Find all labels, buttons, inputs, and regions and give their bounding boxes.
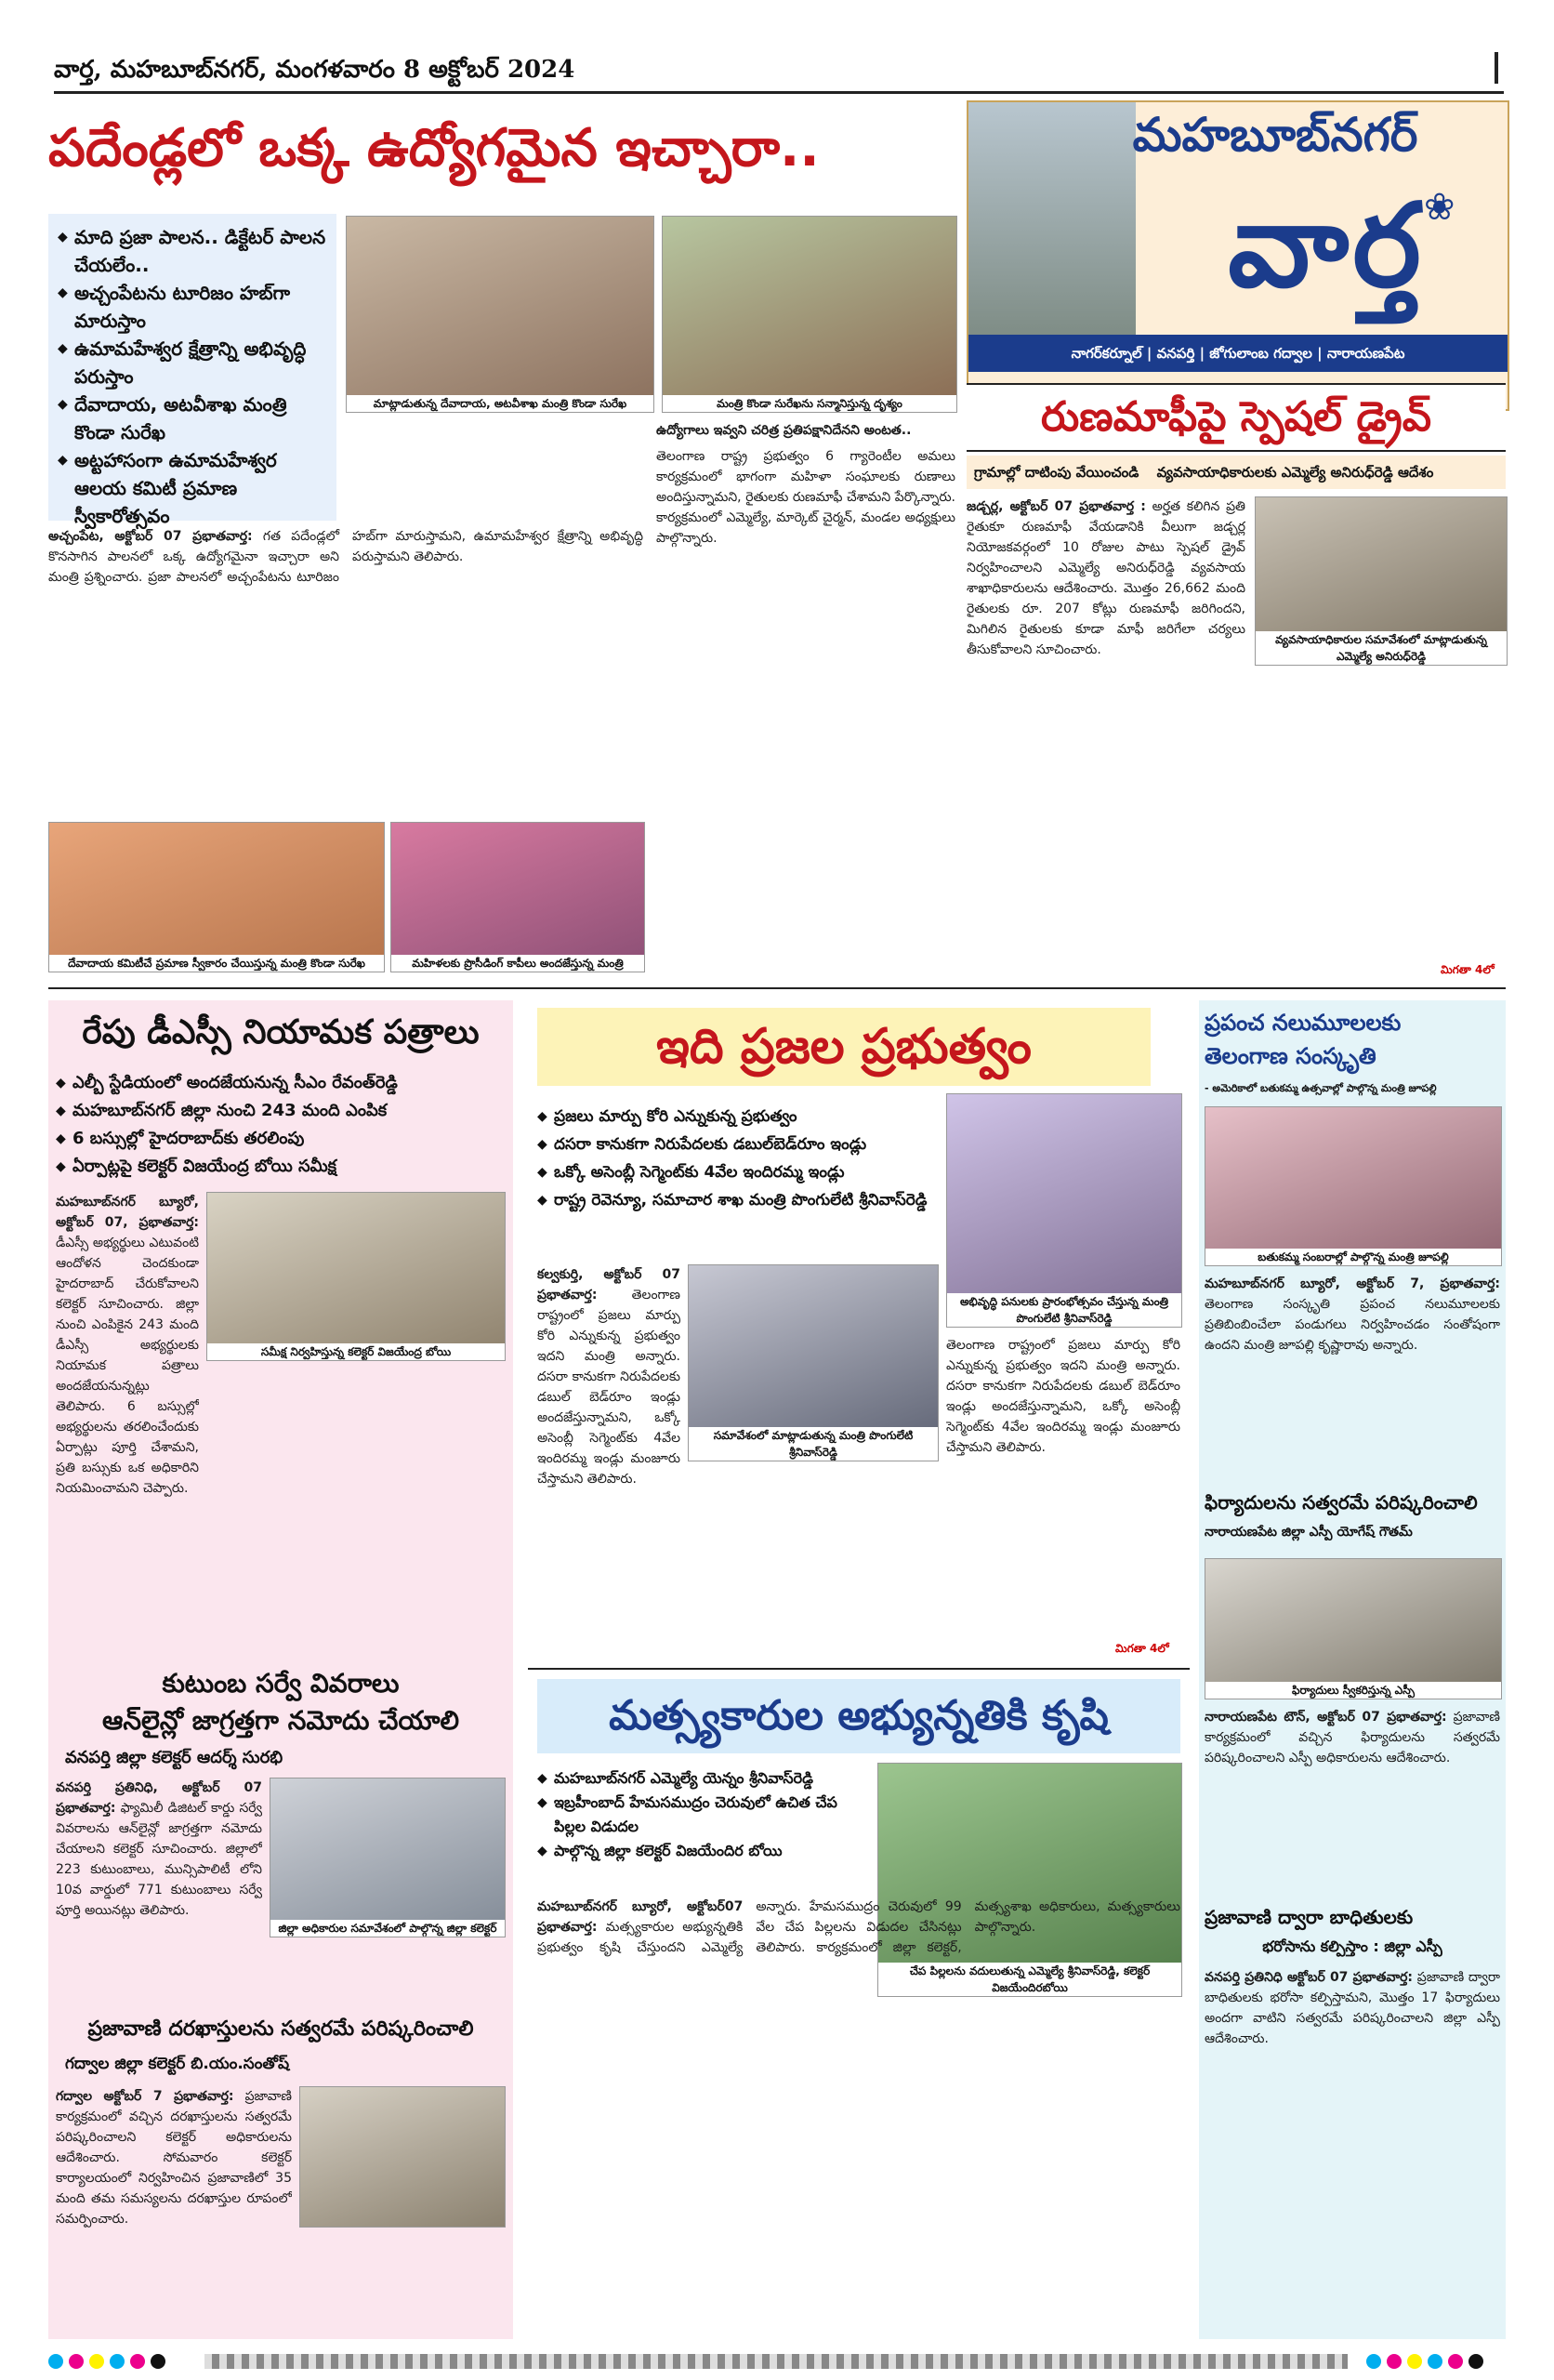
masthead-city: మహబూబ్‌నగర్: [1132, 108, 1418, 162]
prajavani-photo: [299, 2086, 506, 2228]
dsc-story: [56, 1192, 199, 1638]
registration-bar: [204, 2354, 1348, 2369]
lead-headline: పదేండ్లలో ఒక్క ఉద్యోగమైన ఇచ్చారా..: [48, 118, 820, 178]
photo-caption: ఫిర్యాదులు స్వీకరిస్తున్న ఎస్పీ: [1205, 1682, 1501, 1699]
govt-story: [537, 1264, 680, 1655]
dsc-bullet: ◆ ఏర్పాట్లపై కలెక్టర్ విజయేంద్ర బోయి సమీక్ష: [56, 1153, 506, 1181]
culture-headline-2: తెలంగాణ సంస్కృతి: [1205, 1043, 1376, 1069]
story-body: మత్స్యకారుల అభ్యున్నతికి ప్రభుత్వం కృషి చేస్తుందని ఎమ్మెల్యే అన్నారు. హేమసముద్రం చెరువులో 99 వేల చేప పిల్లలను విడుదల చేసినట్లు తెలిపారు. కార్యక్రమంలో జిల్లా కలెక్టర్, మత్స్యశాఖ అధికారులు, మత్స్యకారులు పాల్గొన్నారు.: [537, 1899, 1180, 1955]
fish-story: [537, 1897, 1180, 2334]
dateline: నారాయణపేట టౌన్, అక్టోబర్ 07 ప్రభాతవార్త:: [1205, 1710, 1447, 1725]
victims-sub: భరోసాను కల్పిస్తాం : జిల్లా ఎస్పీ: [1262, 1937, 1442, 1955]
story-body: ప్రజావాణి ద్వారా బాధితులకు భరోసా కల్పిస్తామని, మొత్తం 17 ఫిర్యాదులు అందగా వాటిని సత్వరమే పరిష్కరించాలని జిల్లా ఎస్పీ ఆదేశించారు.: [1205, 1970, 1500, 2046]
dateline: వనపర్తి ప్రతినిధి అక్టోబర్ 07 ప్రభాతవార్త:: [1205, 1970, 1414, 1985]
govt-bullet: ◆ రాష్ట్ర రెవెన్యూ, సమాచార శాఖ మంత్రి పొంగులేటి శ్రీనివాస్‌రెడ్డి: [537, 1186, 928, 1214]
grievances-headline: ఫిర్యాదులను సత్వరమే పరిష్కరించాలి: [1205, 1491, 1478, 1514]
survey-bullet: వనపర్తి జిల్లా కలెక్టర్ ఆదర్శ్ సురభి: [65, 1748, 283, 1767]
lead-bullet-box: [48, 214, 336, 527]
story-subhead: ఉద్యోగాలు ఇవ్వని చరిత్ర ప్రతిపక్షానిదేనని అంటత..: [656, 423, 912, 438]
dateline: గద్వాల అక్టోబర్ 7 ప్రభాతవార్త:: [56, 2089, 234, 2104]
photo-caption: మంత్రి కొండా సురేఖను సన్మానిస్తున్న దృశ్యం: [663, 395, 956, 412]
survey-story: [56, 1778, 262, 2010]
govt-story-2: [946, 1335, 1180, 1651]
story-body: ఫ్యామిలీ డిజిటల్ కార్డు సర్వే వివరాలను ఆన్‌లైన్లో జాగ్రత్తగా నమోదు చేయాలని కలెక్టర్ సూచించారు. జిల్లాలో 223 కుటుంబాలు, మున్సిపాలిటీ లోని 10వ వార్డులో 771 కుటుంబాలు సర్వే పూర్తి అయినట్లు తెలిపారు.: [56, 1801, 262, 1918]
photo-caption: సమావేశంలో మాట్లాడుతున్న మంత్రి పొంగులేటి శ్రీనివాస్‌రెడ్డి: [689, 1427, 938, 1461]
fish-bullets: [537, 1766, 868, 1863]
dateline: అచ్చంపేట, అక్టోబర్ 07 ప్రభాతవార్త:: [48, 529, 253, 544]
culture-headline-1: ప్రపంచ నలుమూలలకు: [1205, 1010, 1402, 1036]
dateline: మహబూబ్‌నగర్ బ్యూరో, అక్టోబర్ 7, ప్రభాతవార్త:: [1205, 1276, 1500, 1291]
dateline: మహబూబ్‌నగర్ బ్యూరో, అక్టోబర్07 ప్రభాతవార్త:: [537, 1899, 744, 1935]
photo-caption: అభివృద్ధి పనులకు ప్రారంభోత్సవం చేస్తున్న మంత్రి పొంగులేటి శ్రీనివాస్‌రెడ్డి: [947, 1293, 1181, 1327]
photo-caption: సమీక్ష నిర్వహిస్తున్న కలెక్టర్ విజయేంద్ర బోయి: [207, 1343, 505, 1360]
lead-photo-3: [48, 822, 385, 972]
masthead-brand: వార్త: [1228, 178, 1425, 313]
survey-headline-1: కుటుంబ సర్వే వివరాలు: [162, 1668, 400, 1699]
dateline: కల్వకుర్తి, అక్టోబర్ 07 ప్రభాతవార్త:: [537, 1267, 680, 1302]
photo-caption: మాట్లాడుతున్న దేవాదాయ, అటవీశాఖ మంత్రి కొండా సురేఖ: [347, 395, 653, 412]
grievances-photo: [1205, 1558, 1502, 1699]
runamafi-headline: రుణమాఫీపై స్పెషల్ డ్రైవ్: [967, 383, 1506, 452]
photo-caption: బతుకమ్మ సంబరాల్లో పాల్గొన్న మంత్రి జూపల్లి: [1205, 1249, 1501, 1265]
dove-icon: ❀: [1424, 186, 1455, 229]
photo-caption: జిల్లా అధికారుల సమావేశంలో పాల్గొన్న జిల్లా కలెక్టర్: [270, 1920, 505, 1937]
section-rule: [48, 987, 1506, 989]
masthead: [967, 100, 1509, 411]
registration-marks-left: [48, 2354, 171, 2373]
folio-rule: [54, 91, 1504, 94]
story-body: గత పదేండ్లలో కొనసాగిన పాలనలో ఒక్క ఉద్యోగమైనా ఇచ్చారా అని మంత్రి ప్రశ్నించారు. ప్రజా పాలనలో అచ్చంపేటను టూరిజం హబ్‌గా మారుస్తామని, ఉమామహేశ్వర క్షేత్రాన్ని అభివృద్ధి పరుస్తామని తెలిపారు.: [48, 529, 643, 585]
runamafi-sub-2: వ్యవసాయాధికారులకు ఎమ్మెల్యే అనిరుధ్‌రెడ్డి ఆదేశం: [1156, 464, 1434, 481]
photo-caption: దేవాదాయ కమిటీచే ప్రమాణ స్వీకారం చేయిస్తున్న మంత్రి కొండా సురేఖ: [49, 955, 384, 972]
dateline: వనపర్తి ప్రతినిధి, అక్టోబర్ 07 ప్రభాతవార్త:: [56, 1780, 262, 1816]
story-body: తెలంగాణ రాష్ట్రంలో ప్రజలు మార్పు కోరి ఎన్నుకున్న ప్రభుత్వం ఇదని మంత్రి అన్నారు. దసరా కానుకగా నిరుపేదలకు డబుల్ బెడ్‌రూం ఇండ్లు అందజేస్తున్నామని, ఒక్కో అసెంబ్లీ సెగ్మెంట్‌కు 4వేల ఇందిరమ్మ ఇండ్లు మంజూరు చేస్తామని తెలిపారు.: [537, 1288, 680, 1487]
lead-bullet: ◆ ఉమామహేశ్వర క్షేత్రాన్ని అభివృద్ధి పరుస్తాం: [58, 335, 327, 390]
dateline: మహబూబ్‌నగర్ బ్యూరో, అక్టోబర్ 07, ప్రభాతవార్త:: [56, 1195, 199, 1230]
lead-bullet: ◆ అచ్చంపేటను టూరిజం హబ్‌గా మారుస్తాం: [58, 279, 327, 335]
fish-headline: మత్స్యకారుల అభ్యున్నతికి కృషి: [537, 1679, 1180, 1753]
fish-bullet: ◆ మహబూబ్‌నగర్ ఎమ్మెల్యే యెన్నం శ్రీనివాస్‌రెడ్డి: [537, 1766, 868, 1791]
victims-story: [1205, 1967, 1500, 2330]
culture-story: [1205, 1274, 1500, 1478]
story-body: ప్రజావాణి కార్యక్రమంలో వచ్చిన ఫిర్యాదులను సత్వరమే పరిష్కరించాలని ఎస్పీ అధికారులను ఆదేశించారు.: [1205, 1710, 1500, 1765]
lead-bullet: ◆ దేవాదాయ, అటవీశాఖ మంత్రి కొండా సురేఖ: [58, 390, 327, 446]
govt-bullet: ◆ దసరా కానుకగా నిరుపేదలకు డబుల్‌బెడ్‌రూం ఇండ్లు: [537, 1130, 928, 1158]
registration-marks-right: [1366, 2354, 1489, 2373]
fish-bullet: ◆ పాల్గొన్న జిల్లా కలెక్టర్ విజయేందిర బోయి: [537, 1839, 868, 1863]
lead-bullet: ◆ మాది ప్రజా పాలన.. డిక్టేటర్ పాలన చేయలేం..: [58, 223, 327, 279]
story-body: డీఎస్సీ అభ్యర్థులు ఎటువంటి ఆందోళన చెందకుండా హైదరాబాద్ చేరుకోవాలని కలెక్టర్ సూచించారు. జిల్లా నుంచి ఎంపికైన 243 మంది డీఎస్సీ అభ్యర్థులకు నియామక పత్రాలు అందజేయనున్నట్లు తెలిపారు. 6 బస్సుల్లో అభ్యర్థులను తరలించేందుకు ఏర్పాట్లు పూర్తి చేశామని, ప్రతి బస్సుకు ఒక అధికారిని నియమించామని చెప్పారు.: [56, 1236, 199, 1496]
culture-photo: [1205, 1106, 1502, 1266]
runamafi-photo: [1255, 496, 1508, 666]
runamafi-subs: [967, 456, 1506, 489]
survey-headline-2: ఆన్‌లైన్లో జాగ్రత్తగా నమోదు చేయాలి: [102, 1705, 459, 1736]
grievances-bullet: నారాయణపేట జిల్లా ఎస్పీ యోగేష్ గౌతమ్: [1205, 1525, 1413, 1540]
dsc-headline: రేపు డీఎస్సీ నియామక పత్రాలు: [82, 1013, 480, 1051]
masthead-districts: నాగర్‌కర్నూల్ | వనపర్తి | జోగులాంబ గద్వాల | నారాయణపేట: [968, 335, 1508, 372]
photo-caption: మహిళలకు ప్రొసీడింగ్ కాపీలు అందజేస్తున్న మంత్రి: [391, 955, 644, 972]
culture-sub: - అమెరికాలో బతుకమ్మ ఉత్సవాల్లో పాల్గొన్న మంత్రి జూపల్లి: [1205, 1082, 1437, 1094]
lead-story-2: [656, 420, 955, 820]
story-body: ప్రజావాణి కార్యక్రమంలో వచ్చిన దరఖాస్తులను సత్వరమే పరిష్కరించాలని కలెక్టర్ అధికారులను ఆదేశించారు. సోమవారం కలెక్టర్ కార్యాలయంలో నిర్వహించిన ప్రజావాణిలో 35 మంది తమ సమస్యలను దరఖాస్తుల రూపంలో సమర్పించారు.: [56, 2089, 292, 2227]
photo-caption: చేప పిల్లలను వదులుతున్న ఎమ్మెల్యే శ్రీనివాస్‌రెడ్డి, కలెక్టర్ విజయేందిరబోయి: [878, 1963, 1181, 1996]
story-body: తెలంగాణ సంస్కృతి ప్రపంచ నలుమూలలకు ప్రతిబింబించేలా పండుగలు నిర్వహించడం సంతోషంగా ఉందని మంత్రి జూపల్లి కృష్ణారావు అన్నారు.: [1205, 1297, 1500, 1353]
dsc-bullet: ◆ మహబూబ్‌నగర్ జిల్లా నుంచి 243 మంది ఎంపిక: [56, 1097, 506, 1125]
folio: వార్త, మహబూబ్‌నగర్, మంగళవారం 8 అక్టోబర్ 2024: [54, 56, 575, 84]
story-body: తెలంగాణ రాష్ట్రంలో ప్రజలు మార్పు కోరి ఎన్నుకున్న ప్రభుత్వం ఇదని మంత్రి అన్నారు. దసరా కానుకగా నిరుపేదలకు డబుల్ బెడ్‌రూం ఇండ్లు అందజేస్తున్నామని, ఒక్కో అసెంబ్లీ సెగ్మెంట్‌కు 4వేల ఇందిరమ్మ ఇండ్లు మంజూరు చేస్తామని తెలిపారు.: [946, 1338, 1180, 1455]
govt-photo-2: [688, 1264, 939, 1461]
story-body: తెలంగాణ రాష్ట్ర ప్రభుత్వం 6 గ్యారెంటీల అమలు కార్యక్రమంలో భాగంగా మహిళా సంఘాలకు రుణాలు అందిస్తున్నామని, రైతులకు రుణమాఫీ చేశామని పేర్కొన్నారు. కార్యక్రమంలో ఎమ్మెల్యే, మార్కెట్ చైర్మన్, మండల అధ్యక్షులు పాల్గొన్నారు.: [656, 449, 955, 546]
lead-photo-1: [346, 216, 654, 413]
govt-bullets: [537, 1103, 928, 1214]
prajavani-bullet: గద్వాల జిల్లా కలెక్టర్ బి.యం.సంతోష్: [65, 2055, 290, 2073]
victims-headline: ప్రజావాణి ద్వారా బాధితులకు: [1205, 1906, 1414, 1928]
dateline: జడ్చర్ల, అక్టోబర్ 07 ప్రభాతవార్త :: [967, 499, 1146, 514]
runamafi-sub-1: గ్రామాల్లో దాటింపు వేయించండి: [974, 464, 1139, 481]
lead-photo-2: [662, 216, 957, 413]
dsc-bullet: ◆ ఎల్బీ స్టేడియంలో అందజేయనున్న సీఎం రేవంత్‌రెడ్డి: [56, 1069, 506, 1097]
dsc-photo: [206, 1192, 506, 1361]
folio-marker: [1495, 52, 1498, 84]
continued-label: మిగతా 4లో: [1441, 963, 1495, 976]
govt-headline: ఇది ప్రజల ప్రభుత్వం: [537, 1008, 1151, 1086]
lead-bullet: ◆ అట్టహాసంగా ఉమామహేశ్వర ఆలయ కమిటీ ప్రమాణ స్వీకారోత్సవం: [58, 446, 327, 530]
dsc-bullet: ◆ 6 బస్సుల్లో హైదరాబాద్‌కు తరలింపు: [56, 1125, 506, 1153]
prajavani-story: [56, 2086, 292, 2328]
runamafi-story: [967, 496, 1245, 971]
survey-photo: [270, 1778, 506, 1937]
dsc-bullets: [56, 1069, 506, 1181]
story-body: అర్హత కలిగిన ప్రతి రైతుకూ రుణమాఫీ వేయడానికి వీలుగా జడ్చర్ల నియోజకవర్గంలో 10 రోజుల పాటు స్పెషల్ డ్రైవ్ నిర్వహించాలని ఎమ్మెల్యే అనిరుధ్‌రెడ్డి వ్యవసాయ శాఖాధికారులను ఆదేశించారు. మొత్తం 26,662 మంది రైతులకు రూ. 207 కోట్లు రుణమాఫీ జరిగిందని, మిగిలిన రైతులకు కూడా మాఫీ జరిగేలా చర్యలు తీసుకోవాలని సూచించారు.: [967, 499, 1245, 657]
lead-story: [48, 526, 643, 814]
govt-photo-1: [946, 1093, 1182, 1328]
continued-label: మిగతా 4లో: [1115, 1642, 1169, 1655]
prajavani-headline: ప్రజావాణి దరఖాస్తులను సత్వరమే పరిష్కరించాలి: [87, 2017, 474, 2041]
govt-bullet: ◆ ప్రజలు మార్పు కోరి ఎన్నుకున్న ప్రభుత్వం: [537, 1103, 928, 1130]
govt-bullet: ◆ ఒక్కో అసెంబ్లీ సెగ్మెంట్‌కు 4వేల ఇందిరమ్మ ఇండ్లు: [537, 1158, 928, 1186]
photo-caption: వ్యవసాయాధికారుల సమావేశంలో మాట్లాడుతున్న ఎమ్మెల్యే అనిరుధ్‌రెడ్డి: [1256, 631, 1507, 665]
grievances-story: [1205, 1707, 1500, 1893]
lead-photo-4: [390, 822, 645, 972]
section-rule: [528, 1668, 1190, 1670]
fish-bullet: ◆ ఇబ్రహీంబాద్ హేమసముద్రం చెరువులో ఉచిత చేప పిల్లల విడుదల: [537, 1791, 868, 1839]
